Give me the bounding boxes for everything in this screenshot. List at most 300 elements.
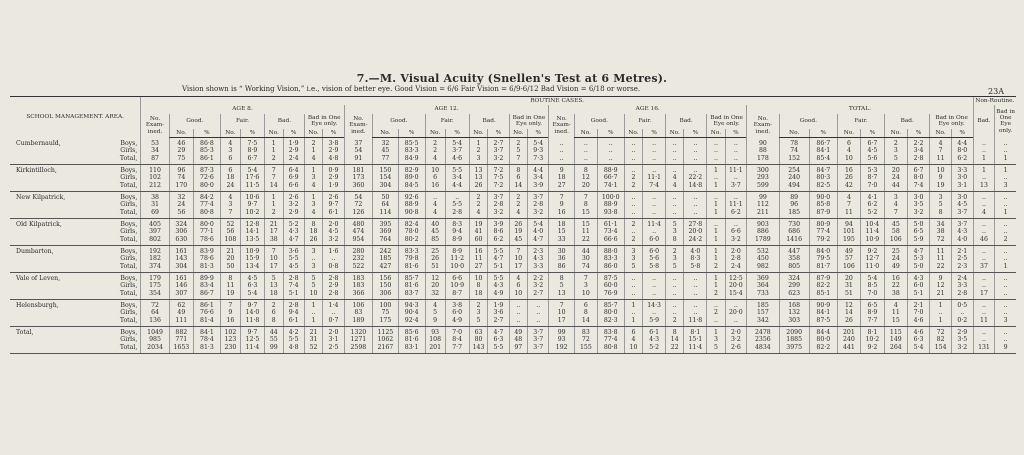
data-cell: 80·0 <box>193 219 220 229</box>
data-cell: 192 <box>141 246 169 256</box>
data-cell: 6 <box>509 282 527 289</box>
data-cell: 99 <box>265 343 283 354</box>
data-cell: 81·6 <box>398 262 425 273</box>
data-cell: 2·1 <box>907 300 930 310</box>
data-cell: 342 <box>747 316 780 327</box>
data-cell: 12·8 <box>240 219 264 229</box>
data-cell: 161 <box>169 246 193 256</box>
data-cell: 50 <box>220 262 240 273</box>
data-cell: 201 <box>425 343 445 354</box>
data-cell: 9·2 <box>860 246 884 256</box>
header-no-examined: No. Exam- ined. <box>344 114 372 138</box>
data-cell: 3 <box>995 181 1016 192</box>
data-cell: 0·5 <box>951 300 973 310</box>
data-cell: 10 <box>469 273 487 283</box>
data-cell: 3 <box>304 174 322 181</box>
data-cell: 156 <box>373 273 399 283</box>
table-row <box>10 208 1016 219</box>
data-cell: 8·5 <box>860 282 884 289</box>
data-cell: 13 <box>469 165 487 175</box>
data-cell: 2·4 <box>951 273 973 283</box>
data-cell: 79·8 <box>398 255 425 262</box>
data-cell: 8 <box>265 316 283 327</box>
data-cell: 89·9 <box>193 273 220 283</box>
data-cell: 1·4 <box>323 300 344 310</box>
data-cell: 20·0 <box>684 228 707 235</box>
data-cell: 4 <box>304 181 322 192</box>
data-cell: 3 <box>665 228 683 235</box>
data-cell: 84·1 <box>809 147 837 154</box>
area-cell <box>10 165 141 175</box>
data-cell: 45 <box>373 147 399 154</box>
data-cell: 78·6 <box>193 255 220 262</box>
data-cell: 108 <box>220 235 240 246</box>
data-cell: 150 <box>373 165 399 175</box>
data-cell: 10·2 <box>240 208 264 219</box>
data-cell: 16 <box>220 316 240 327</box>
data-cell: 13 <box>469 174 487 181</box>
data-cell: 303 <box>779 316 809 327</box>
data-cell: 5·5 <box>283 336 304 343</box>
data-cell: .. <box>665 201 683 208</box>
data-cell: 2 <box>707 289 725 300</box>
data-cell: 1·6 <box>323 246 344 256</box>
header-good: Good. <box>779 114 837 129</box>
data-cell: 82·4 <box>398 219 425 229</box>
data-cell: 100 <box>373 300 399 310</box>
data-cell: 86·0 <box>597 262 624 273</box>
data-cell: 1 <box>304 300 322 310</box>
data-cell: 2·8 <box>445 208 469 219</box>
data-cell: 56 <box>220 228 240 235</box>
data-cell: 4·6 <box>907 316 930 327</box>
data-cell: 11 <box>838 208 861 219</box>
data-cell: .. <box>995 147 1016 154</box>
data-cell: 1 <box>707 282 725 289</box>
data-cell: 4·3 <box>951 228 973 235</box>
table-row <box>10 138 1016 148</box>
data-cell: 29 <box>169 147 193 154</box>
data-cell: 2090 <box>779 327 809 337</box>
table-row <box>10 273 1016 283</box>
data-cell: 14 <box>509 181 527 192</box>
data-cell: 38 <box>265 235 283 246</box>
data-cell: 8·0 <box>951 147 973 154</box>
data-cell: 18 <box>220 174 240 181</box>
data-cell: 75 <box>373 309 399 316</box>
data-cell: 170 <box>169 181 193 192</box>
data-cell: 150 <box>373 282 399 289</box>
data-cell: 11·0 <box>860 262 884 273</box>
data-cell: 26 <box>304 235 322 246</box>
data-cell: 7·7 <box>445 343 469 354</box>
data-cell: 1 <box>304 165 322 175</box>
data-cell: 20 <box>838 273 861 283</box>
data-cell: 366 <box>344 289 372 300</box>
data-cell: .. <box>643 201 666 208</box>
data-cell: 61·1 <box>597 219 624 229</box>
data-cell: 7·7 <box>860 316 884 327</box>
data-cell: 12·5 <box>725 273 746 283</box>
data-cell: 8·1 <box>860 327 884 337</box>
data-cell: 14·8 <box>684 181 707 192</box>
data-cell: 74 <box>574 262 597 273</box>
data-cell: 4·6 <box>445 154 469 165</box>
data-cell: 81·3 <box>193 343 220 354</box>
data-cell: 374 <box>141 262 169 273</box>
data-cell: 89·0 <box>398 174 425 181</box>
data-cell: 5·4 <box>445 138 469 148</box>
data-cell: .. <box>725 316 746 327</box>
data-cell: 53 <box>141 138 169 148</box>
data-cell: 87·5 <box>597 273 624 283</box>
data-cell: .. <box>995 192 1016 202</box>
data-cell: 78 <box>779 138 809 148</box>
data-cell: 5 <box>509 147 527 154</box>
header-no: No. <box>884 129 907 138</box>
data-cell: 18 <box>304 228 322 235</box>
data-cell: 4 <box>509 208 527 219</box>
data-cell: 7 <box>549 192 575 202</box>
data-cell: 13 <box>549 289 575 300</box>
group-label: Total, <box>119 344 138 352</box>
data-cell: 2·0 <box>725 246 746 256</box>
header-total: TOTAL. <box>747 105 974 113</box>
data-cell: 4·9 <box>488 289 509 300</box>
data-cell: 90·8 <box>398 208 425 219</box>
data-cell: 20 <box>884 165 907 175</box>
data-cell: .. <box>973 219 994 229</box>
data-cell: 76·9 <box>597 289 624 300</box>
data-cell: 6 <box>220 165 240 175</box>
data-cell: 9 <box>425 316 445 327</box>
area-cell <box>10 192 141 202</box>
data-cell: .. <box>665 147 683 154</box>
data-cell: 15·4 <box>725 289 746 300</box>
data-cell: 5·6 <box>643 255 666 262</box>
data-cell: 96 <box>169 165 193 175</box>
data-cell: 168 <box>779 300 809 310</box>
data-cell: 13 <box>973 181 994 192</box>
data-cell: 1653 <box>169 343 193 354</box>
data-cell: 5·1 <box>907 289 930 300</box>
data-cell: 74 <box>779 147 809 154</box>
data-cell: 1 <box>624 316 642 327</box>
data-cell: 5 <box>549 282 575 289</box>
header-pct: % <box>398 129 425 138</box>
group-label: Boys, <box>120 167 138 175</box>
area-cell <box>10 181 141 192</box>
data-cell: 6·4 <box>283 165 304 175</box>
area-cell <box>10 282 141 289</box>
data-cell: 7·4 <box>907 181 930 192</box>
data-cell: 22 <box>574 235 597 246</box>
data-cell: 11·5 <box>240 181 264 192</box>
data-cell: 179 <box>141 273 169 283</box>
data-cell: 2 <box>624 219 642 229</box>
data-cell: 10 <box>304 289 322 300</box>
data-cell: .. <box>707 174 725 181</box>
data-cell: 3·3 <box>528 262 549 273</box>
data-cell: 6·3 <box>907 336 930 343</box>
header-no: No. <box>707 129 725 138</box>
data-cell: 5·2 <box>283 219 304 229</box>
data-cell: .. <box>707 138 725 148</box>
table-row <box>10 336 1016 343</box>
data-cell: 293 <box>747 174 780 181</box>
data-cell: 4·0 <box>951 235 973 246</box>
data-cell: .. <box>574 147 597 154</box>
data-cell: 31 <box>304 336 322 343</box>
data-cell: .. <box>973 192 994 202</box>
data-cell: 3·2 <box>283 201 304 208</box>
area-cell <box>10 289 141 300</box>
data-cell: 80·0 <box>809 336 837 343</box>
header-bad-one-eye: Bad in One Eye only. <box>930 114 973 129</box>
data-cell: 3·7 <box>528 192 549 202</box>
header-no-examined: No. Exam- ined. <box>549 114 575 138</box>
data-cell: 12 <box>838 300 861 310</box>
data-cell: 8 <box>574 309 597 316</box>
data-cell: 38 <box>930 228 951 235</box>
data-cell: 4·0 <box>528 228 549 235</box>
data-cell: .. <box>528 316 549 327</box>
data-cell: 7·4 <box>283 282 304 289</box>
data-cell: 82·2 <box>809 282 837 289</box>
data-cell: 630 <box>169 235 193 246</box>
data-cell: 8 <box>304 219 322 229</box>
data-cell: 80 <box>469 336 487 343</box>
data-cell: 86·7 <box>809 138 837 148</box>
data-cell: 2598 <box>344 343 372 354</box>
data-cell: 90·0 <box>809 192 837 202</box>
table-row <box>10 201 1016 208</box>
data-cell: 2·7 <box>488 316 509 327</box>
data-cell: 32 <box>425 289 445 300</box>
data-cell: 83·1 <box>398 343 425 354</box>
data-cell: 6·2 <box>725 208 746 219</box>
data-cell: 82·5 <box>809 181 837 192</box>
header-no: No. <box>169 129 193 138</box>
data-cell: 11·8 <box>684 316 707 327</box>
data-cell: 11·4 <box>643 219 666 229</box>
group-label: Boys, <box>120 275 138 283</box>
data-cell: 27·8 <box>684 219 707 229</box>
data-cell: 8·6 <box>488 228 509 235</box>
data-cell: 16 <box>549 208 575 219</box>
data-cell: .. <box>665 208 683 219</box>
data-cell: 805 <box>779 262 809 273</box>
data-cell: 9 <box>549 165 575 175</box>
data-cell: .. <box>995 174 1016 181</box>
header-no: No. <box>574 129 597 138</box>
data-cell: .. <box>995 219 1016 229</box>
data-cell: 161 <box>169 273 193 283</box>
data-cell: 14 <box>265 181 283 192</box>
data-cell: 358 <box>779 255 809 262</box>
data-cell: 4·4 <box>528 165 549 175</box>
data-cell: 3 <box>624 246 642 256</box>
data-cell: 7 <box>930 147 951 154</box>
data-cell: .. <box>725 192 746 202</box>
data-cell: 25 <box>425 246 445 256</box>
data-cell: 6 <box>425 174 445 181</box>
data-cell: 3·8 <box>445 300 469 310</box>
header-pct: % <box>240 129 264 138</box>
data-cell: 8 <box>665 327 683 337</box>
data-cell: 1789 <box>747 235 780 246</box>
data-cell: 3·4 <box>907 147 930 154</box>
data-cell: 62 <box>169 300 193 310</box>
data-cell: 3 <box>304 201 322 208</box>
data-cell: 8·7 <box>860 174 884 181</box>
data-cell: 2·8 <box>951 289 973 300</box>
data-cell: .. <box>665 289 683 300</box>
data-cell: .. <box>323 255 344 262</box>
data-cell: 4·3 <box>907 273 930 283</box>
data-cell: 83·8 <box>597 327 624 337</box>
data-cell: 10 <box>509 255 527 262</box>
data-cell: 3·2 <box>951 343 973 354</box>
data-cell: 2·8 <box>528 201 549 208</box>
area-cell <box>10 273 141 283</box>
data-cell: 4·2 <box>283 327 304 337</box>
data-cell: 4·5 <box>283 262 304 273</box>
data-cell: 17 <box>509 262 527 273</box>
data-cell: 2478 <box>747 327 780 337</box>
data-cell: 22 <box>930 262 951 273</box>
data-cell: 4 <box>425 300 445 310</box>
data-cell: 181 <box>344 165 372 175</box>
data-cell: 5 <box>884 154 907 165</box>
data-cell: 93 <box>425 327 445 337</box>
data-cell: 44 <box>265 327 283 337</box>
data-cell: 37 <box>344 138 372 148</box>
data-cell: .. <box>973 138 994 148</box>
data-cell: 5 <box>665 262 683 273</box>
area-label: Total, <box>16 329 34 337</box>
data-cell: 34 <box>141 147 169 154</box>
table-row <box>10 219 1016 229</box>
data-cell: 10 <box>574 289 597 300</box>
group-label: Girls, <box>120 228 138 236</box>
data-cell: 24·2 <box>684 235 707 246</box>
data-cell: 7·0 <box>445 327 469 337</box>
data-cell: 9 <box>549 201 575 208</box>
data-cell: 46 <box>169 138 193 148</box>
data-cell: 6·0 <box>643 235 666 246</box>
data-cell: 2034 <box>141 343 169 354</box>
data-cell: 24 <box>884 174 907 181</box>
data-cell: 123 <box>220 336 240 343</box>
data-cell: .. <box>973 201 994 208</box>
data-cell: .. <box>995 201 1016 208</box>
data-cell: 4 <box>220 138 240 148</box>
data-cell: 1 <box>707 181 725 192</box>
data-cell: 84·2 <box>193 192 220 202</box>
data-cell: 27 <box>549 181 575 192</box>
header-no: No. <box>220 129 240 138</box>
data-cell: 3 <box>304 246 322 256</box>
data-cell: 240 <box>838 336 861 343</box>
data-cell: 90·4 <box>398 309 425 316</box>
data-cell: .. <box>725 138 746 148</box>
data-cell: 2·1 <box>951 246 973 256</box>
data-cell: 623 <box>779 289 809 300</box>
data-cell: 99 <box>747 192 780 202</box>
data-cell: 3·6 <box>283 246 304 256</box>
data-cell: 450 <box>747 255 780 262</box>
data-cell: 7 <box>509 154 527 165</box>
data-cell: .. <box>665 165 683 175</box>
data-cell: 10·9 <box>445 282 469 289</box>
data-cell: .. <box>624 228 642 235</box>
data-cell: 64 <box>373 201 399 208</box>
data-cell: 5·2 <box>643 343 666 354</box>
area-cell <box>10 309 141 316</box>
data-cell: 2·6 <box>725 343 746 354</box>
data-cell: 6·9 <box>283 174 304 181</box>
data-cell: .. <box>951 309 973 316</box>
data-cell: 405 <box>141 219 169 229</box>
data-cell: 2 <box>707 262 725 273</box>
data-cell: .. <box>549 147 575 154</box>
data-cell: 132 <box>779 309 809 316</box>
data-cell: 480 <box>344 219 372 229</box>
data-cell: 6·1 <box>643 327 666 337</box>
data-cell: 1 <box>265 147 283 154</box>
data-cell: 2·6 <box>323 192 344 202</box>
data-cell: 9 <box>930 174 951 181</box>
table-row <box>10 327 1016 337</box>
data-cell: 72 <box>141 300 169 310</box>
area-cell <box>10 201 141 208</box>
data-cell: .. <box>973 336 994 343</box>
data-cell: 2·6 <box>283 192 304 202</box>
data-cell: 4·3 <box>283 228 304 235</box>
data-cell: 982 <box>747 262 780 273</box>
data-cell: 2·9 <box>323 282 344 289</box>
data-cell: .. <box>665 138 683 148</box>
data-cell: 83·4 <box>193 282 220 289</box>
group-label: Total, <box>119 182 138 190</box>
data-cell: 1·9 <box>323 181 344 192</box>
data-cell: .. <box>684 165 707 175</box>
data-cell: 1885 <box>779 336 809 343</box>
data-cell: 8·9 <box>240 147 264 154</box>
data-cell: 4·5 <box>860 147 884 154</box>
data-cell: .. <box>973 309 994 316</box>
data-cell: 232 <box>344 255 372 262</box>
data-cell: .. <box>323 309 344 316</box>
data-cell: 72 <box>930 327 951 337</box>
data-cell: 4 <box>884 300 907 310</box>
data-cell: 9·4 <box>445 228 469 235</box>
data-cell: 3·7 <box>528 336 549 343</box>
data-cell: 2·8 <box>725 255 746 262</box>
data-cell: 6·1 <box>323 208 344 219</box>
data-cell: 5·5 <box>488 273 509 283</box>
data-cell: 18 <box>469 289 487 300</box>
data-cell: 299 <box>779 282 809 289</box>
header-pct: % <box>193 129 220 138</box>
data-cell: 192 <box>549 343 575 354</box>
data-cell: 2·7 <box>488 138 509 148</box>
data-cell: 2 <box>665 316 683 327</box>
area-cell <box>10 316 141 327</box>
data-cell: .. <box>624 192 642 202</box>
header-pct: % <box>951 129 973 138</box>
